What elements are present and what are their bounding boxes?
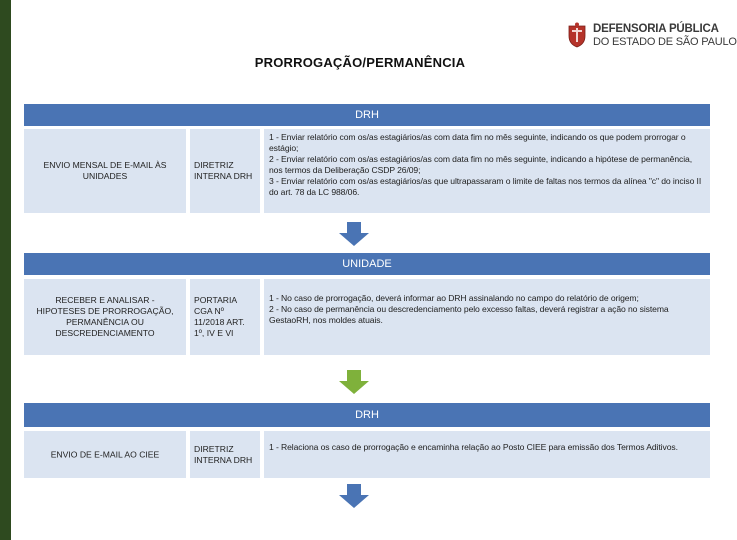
down-arrow-icon [339,370,369,394]
down-arrow-icon [339,484,369,508]
section-bar-drh-1 [24,104,710,126]
step-title: ENVIO MENSAL DE E-MAIL ÀS UNIDADES [43,160,167,181]
side-accent-bar [0,0,11,540]
logo-text-line2: DO ESTADO DE SÃO PAULO [593,36,737,48]
step-box-envio-ciee [24,431,186,478]
instruction-line: 2 - Enviar relatório com os/as estagiários/as com data fim no mês seguinte, indicando a hipótese de permanência, nos termos da Deliberação CSDP 26/09; [269,154,693,175]
instructions-box-2 [264,279,710,355]
reference-box-diretriz [190,129,260,213]
instructions-box-1 [264,129,710,213]
reference-text: DIRETRIZ INTERNA DRH [194,443,253,465]
reference-box-diretriz-2 [190,431,260,478]
section-bar-label: DRH [355,409,379,421]
reference-text: DIRETRIZ INTERNA DRH [194,160,253,181]
step-title: ENVIO DE E-MAIL AO CIEE [50,449,160,459]
instructions-box-3 [264,431,710,478]
instruction-line: 1 - No caso de prorrogação, deverá informar ao DRH assinalando no campo do relatório de origem; [269,293,639,303]
reference-box-portaria [190,279,260,355]
defensoria-logo [563,20,737,52]
reference-text: PORTARIA CGA Nº 11/2018 ART. 1º, IV E VI [194,295,245,338]
instruction-line: 1 - Enviar relatório com os/as estagiários/as com data fim no mês seguinte, indicando os que podem prorrogar o estágio; [269,132,686,153]
step-box-envio-mensal [24,129,186,213]
instruction-line: 2 - No caso de permanência ou descredenciamento pelo excesso faltas, deverá registrar a ação no sistema GestaoRH, nos moldes atuais. [269,304,669,325]
logo-text-line1: DEFENSORIA PÚBLICA [593,23,719,35]
section-bar-label: DRH [355,109,379,121]
coat-of-arms-icon [567,22,587,48]
step-title: RECEBER E ANALISAR - HIPOTESES DE PRORROGAÇÃO, PERMANÊNCIA OU DESCREDENCIAMENTO [36,295,174,338]
section-bar-unidade [24,253,710,275]
section-bar-drh-2 [24,403,710,427]
instruction-line: 1 - Relaciona os caso de prorrogação e encaminha relação ao Posto CIEE para emissão dos Termos Aditivos. [269,442,678,452]
instruction-line: 3 - Enviar relatório com os/as estagiários/as que ultrapassaram o limite de faltas nos termos da alínea "c" do inciso II do art. 78 da LC 988/06. [269,176,702,197]
down-arrow-icon [339,222,369,246]
page-title: PRORROGAÇÃO/PERMANÊNCIA [254,55,466,70]
step-box-receber-analisar [24,279,186,355]
section-bar-label: UNIDADE [342,258,392,270]
